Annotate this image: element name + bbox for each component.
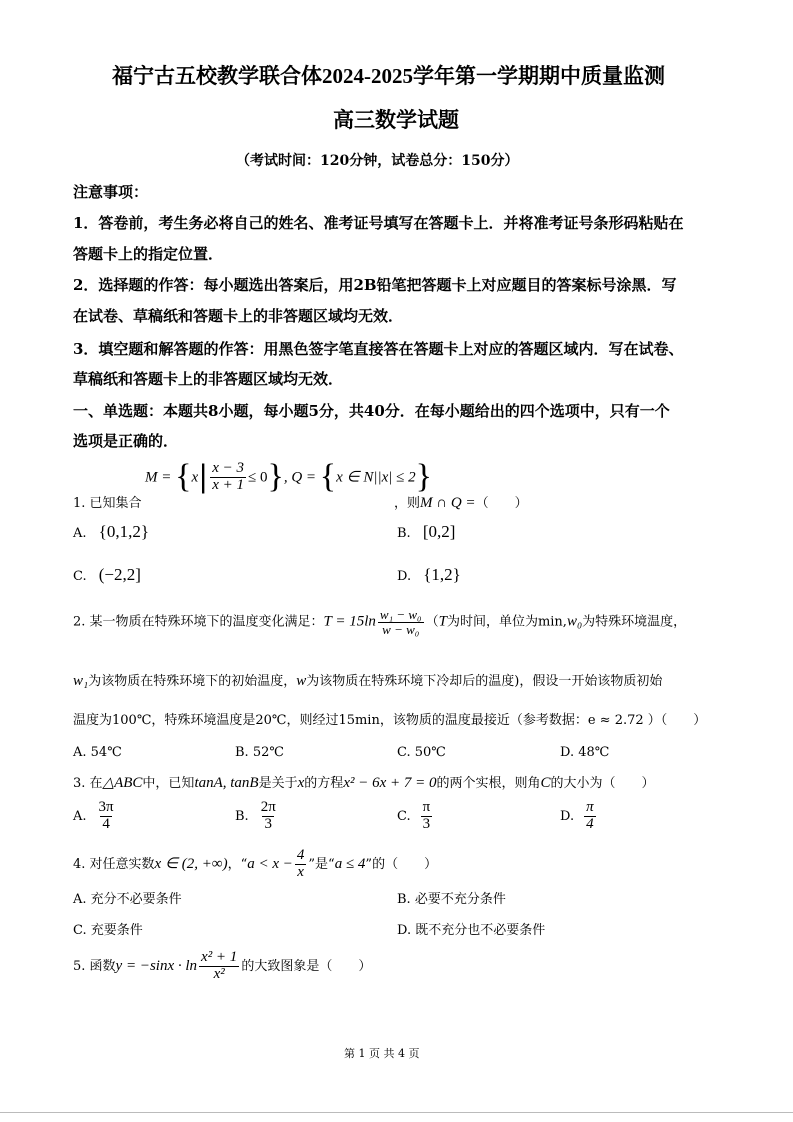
q1-option-c[interactable]: C. (−2,2]: [73, 565, 141, 584]
q3-option-d[interactable]: D. $\frac{\pi}{4}$: [560, 799, 594, 832]
q4-option-b[interactable]: B. 必要不充分条件: [397, 892, 506, 907]
page-footer: 第 1 页 共 4 页: [344, 1047, 420, 1060]
q4-stem: 4. 对任意实数x ∈ (2, +∞)，“a < x − $\frac{4}{x}$ ”是“a ≤ 4”的（ ）: [73, 847, 438, 880]
q1-sets: M = {x| $\frac{x - 3}{x + 1}$ ≤ 0}, Q = {x ∈ N||x| ≤ 2}: [145, 458, 432, 495]
exam-info: （考试时间：120分钟，试卷总分：150分）: [236, 153, 519, 169]
q2-option-d[interactable]: D. 48℃: [560, 745, 610, 760]
q3-option-a[interactable]: A. $\frac{3\pi}{4}$: [73, 799, 114, 832]
q2-option-b[interactable]: B. 52℃: [235, 745, 284, 760]
q5-stem: 5. 函数y = −sinx · ln $\frac{\text{x² + 1}}{\text{x²}}$ 的大致图象是（ ）: [73, 949, 372, 982]
q4-option-a[interactable]: A. 充分不必要条件: [73, 892, 182, 907]
note-3-line1: 3．填空题和解答题的作答：用黑色签字笔直接答在答题卡上对应的答题区域内．写在试卷、: [73, 340, 684, 358]
q2-option-a[interactable]: A. 54℃: [73, 745, 122, 760]
note-1-line2: 答题卡上的指定位置．: [73, 245, 224, 263]
exam-title: 福宁古五校教学联合体2024-2025学年第一学期期中质量监测: [112, 64, 665, 88]
section1-line1: 一、单选题：本题共8小题，每小题5分，共40分．在每小题给出的四个选项中，只有一个: [73, 402, 670, 420]
q1-option-d[interactable]: D. {1,2}: [397, 565, 461, 584]
note-2-line2: 在试卷、草稿纸和答题卡上的非答题区域均无效．: [73, 307, 404, 325]
q3-option-b[interactable]: B. $\frac{2\pi}{3}$: [235, 799, 276, 832]
q2-stem-line1: 2. 某一物质在特殊环境下的温度变化满足：T = 15ln $\frac{\text{w₁ − w₀}}{\text{w − w₀}}$ （T为时间，单位为min,w₀为特殊环境温度，: [73, 607, 687, 637]
q2-stem-line3: 温度为100℃，特殊环境温度是20℃，则经过15min，该物质的温度最接近（参考数据：e ≈ 2.72 ）（ ）: [73, 713, 707, 728]
q4-option-d[interactable]: D. 既不充分也不必要条件: [397, 923, 546, 938]
q2-stem-line2: w₁为该物质在特殊环境下的初始温度，w为该物质在特殊环境下冷却后的温度)，假设一开始该物质初始: [73, 673, 663, 689]
exam-subtitle: 高三数学试题: [333, 108, 459, 132]
note-3-line2: 草稿纸和答题卡上的非答题区域均无效．: [73, 370, 344, 388]
note-1-line1: 1．答卷前，考生务必将自己的姓名、准考证号填写在答题卡上．并将准考证号条形码粘贴在: [73, 214, 684, 232]
page-bottom-divider: [0, 1112, 793, 1113]
q4-option-c[interactable]: C. 充要条件: [73, 923, 143, 938]
q1-option-a[interactable]: A. {0,1,2}: [73, 522, 149, 541]
notes-heading: 注意事项：: [73, 183, 149, 201]
q2-option-c[interactable]: C. 50℃: [397, 745, 446, 760]
note-2-line1: 2．选择题的作答：每小题选出答案后，用2B铅笔把答题卡上对应题目的答案标号涂黑．写: [73, 276, 677, 294]
section1-line2: 选项是正确的．: [73, 432, 179, 450]
q1-stem: 1. 已知集合: [73, 496, 142, 511]
q1-then: ，则M ∩ Q =（ ）: [394, 495, 528, 511]
q1-option-b[interactable]: B. [0,2]: [397, 522, 456, 541]
q3-option-c[interactable]: C. $\frac{\pi}{3}$: [397, 799, 431, 832]
q3-stem: 3. 在△ABC中，已知tanA, tanB是关于x的方程x² − 6x + 7 = 0的两个实根，则角C的大小为（ ）: [73, 775, 655, 791]
